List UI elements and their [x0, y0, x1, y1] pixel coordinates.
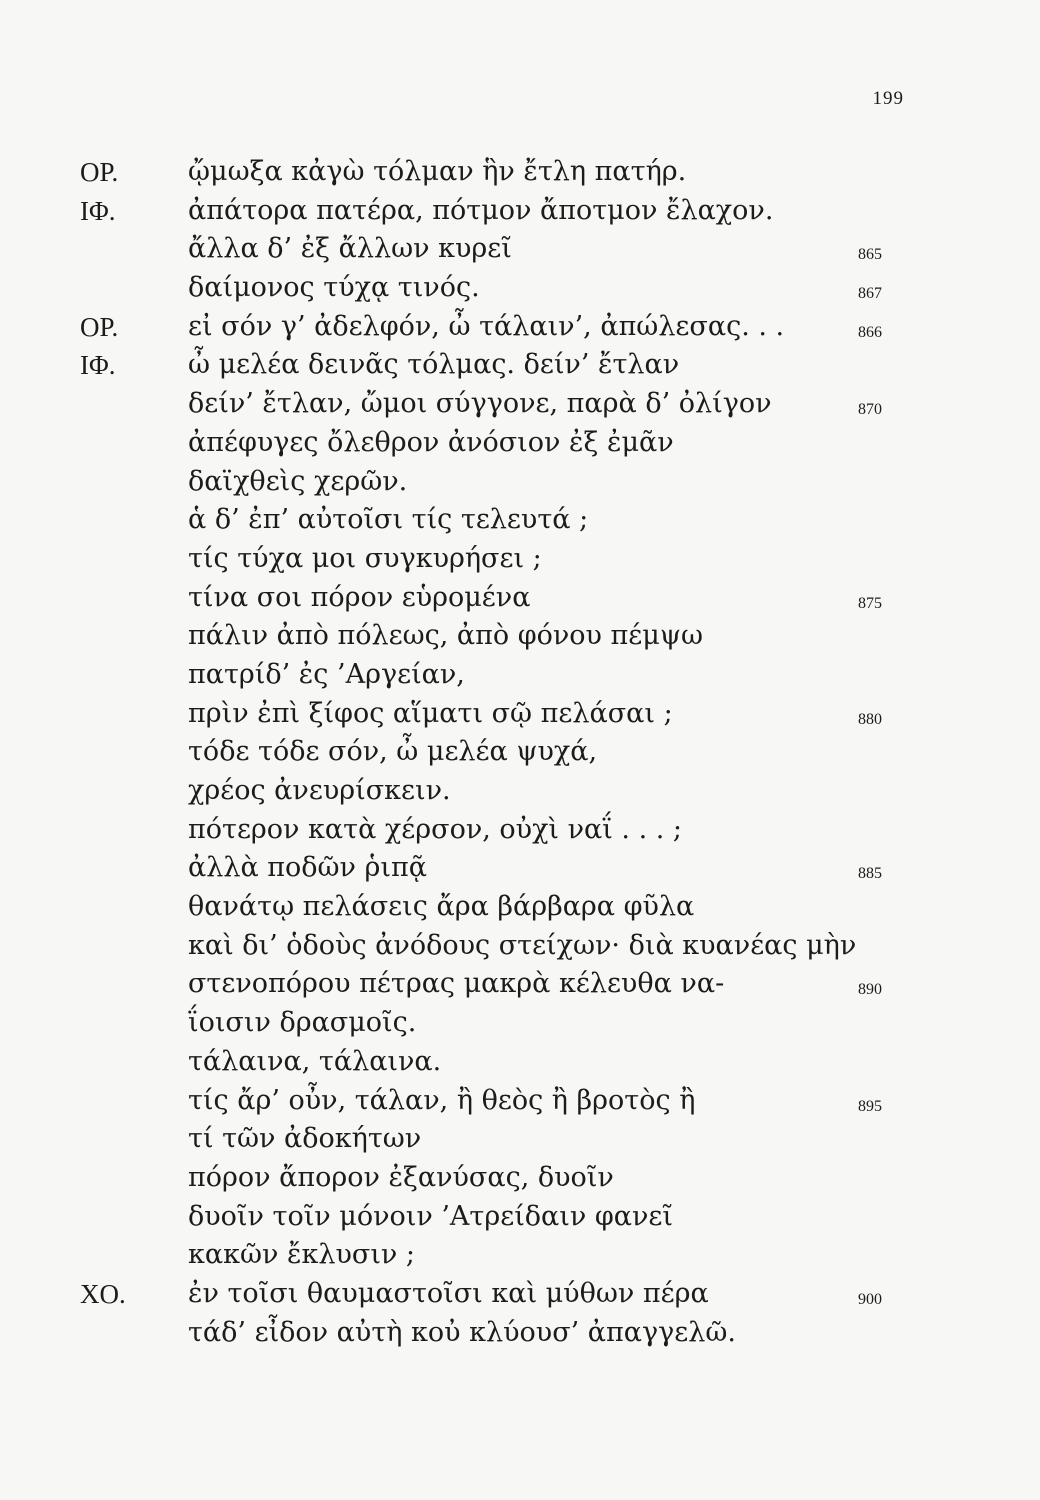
verse-line: [0, 618, 1040, 657]
verse-text: τάλαινα, τάλαινα.: [188, 1045, 442, 1077]
verse-line: [0, 889, 1040, 928]
verse-line: [0, 154, 1040, 193]
verse-text: δυοῖν τοῖν μόνοιν ’Ατρείδαιν φανεῖ: [188, 1200, 673, 1232]
verse-line: [0, 928, 1040, 967]
verse-line: [0, 1160, 1040, 1199]
verse-line: [0, 347, 1040, 386]
speaker-label: ΙΦ.: [80, 350, 116, 381]
speaker-label: ΟΡ.: [80, 311, 119, 342]
verse-text: ἀπάτορα πατέρα, πότμον ἄποτμον ἔλαχον.: [188, 194, 774, 226]
page-number: 199: [872, 88, 904, 109]
verse-text: ἄλλα δ’ ἐξ ἄλλων κυρεῖ: [188, 233, 512, 265]
verse-line: [0, 696, 1040, 735]
verse-line: [0, 657, 1040, 696]
verse-text: ἀλλὰ ποδῶν ῥιπᾷ: [188, 852, 427, 884]
verse-text: χρέος ἀνευρίσκειν.: [188, 775, 451, 806]
verse-line: [0, 1044, 1040, 1083]
verse-line: [0, 1276, 1040, 1315]
verse-text: ΐοισιν δρασμοῖς.: [188, 1007, 417, 1039]
speaker-label: ΙΦ.: [80, 195, 116, 226]
line-number: 895: [858, 1097, 882, 1115]
verse-text: κακῶν ἔκλυσιν ;: [188, 1239, 415, 1271]
line-number: 885: [858, 865, 882, 883]
verse-line: [0, 1315, 1040, 1354]
verse-line: [0, 734, 1040, 773]
verse-text: τίς τύχα μοι συγκυρήσει ;: [188, 542, 542, 574]
verse-line: [0, 309, 1040, 348]
verse-text: τίς ἄρ’ οὖν, τάλαν, ἢ θεὸς ἢ βροτὸς ἢ: [188, 1084, 696, 1116]
verse-line: [0, 773, 1040, 812]
line-number: 866: [858, 323, 882, 341]
verse-line: [0, 193, 1040, 232]
line-number: 865: [858, 246, 882, 264]
verse-text: τί τῶν ἀδοκήτων: [188, 1123, 422, 1155]
verse-line: [0, 541, 1040, 580]
verse-text: καὶ δι’ ὁδοὺς ἀνόδους στείχων· διὰ κυανέας μὴν: [188, 929, 857, 961]
verse-text: τίνα σοι πόρον εὑρομένα: [188, 581, 531, 613]
verse-line: [0, 270, 1040, 309]
verse-line: [0, 502, 1040, 541]
verse-line: [0, 1083, 1040, 1122]
verse-text: θανάτῳ πελάσεις ἄρα βάρβαρα φῦλα: [188, 891, 695, 923]
verse-line: [0, 464, 1040, 503]
verse-text: πότερον κατὰ χέρσον, οὐχὶ ναΐ . . . ;: [188, 813, 683, 845]
verse-line: [0, 580, 1040, 619]
line-number: 880: [858, 710, 882, 728]
verse-text: δαϊχθεὶς χερῶν.: [188, 465, 408, 497]
verse-line: [0, 1121, 1040, 1160]
line-number: 870: [858, 401, 882, 419]
verse-line: [0, 231, 1040, 270]
verse-text: τόδε τόδε σόν, ὦ μελέα ψυχά,: [188, 736, 598, 768]
verse-text: πόρον ἄπορον ἐξανύσας, δυοῖν: [188, 1161, 614, 1193]
verse-text: ἀπέφυγες ὄλεθρον ἀνόσιον ἐξ ἐμᾶν: [188, 426, 674, 458]
verse-text: εἰ σόν γ’ ἀδελφόν, ὦ τάλαιν’, ἀπώλεσας. . .: [188, 310, 785, 342]
verse-text: ᾤμωξα κἀγὼ τόλμαν ἣν ἔτλη πατήρ.: [188, 156, 687, 187]
verse-text: τάδ’ εἶδον αὐτὴ κοὐ κλύουσ’ ἀπαγγελῶ.: [188, 1316, 736, 1348]
verse-line: [0, 386, 1040, 425]
poem-text: [0, 154, 1040, 1353]
verse-text: ὦ μελέα δεινᾶς τόλμας. δείν’ ἔτλαν: [188, 349, 680, 381]
verse-text: στενοπόρου πέτρας μακρὰ κέλευθα να-: [188, 968, 725, 1000]
verse-text: ἁ δ’ ἐπ’ αὐτοῖσι τίς τελευτά ;: [188, 504, 589, 536]
verse-line: [0, 1199, 1040, 1238]
verse-line: [0, 850, 1040, 889]
verse-line: [0, 1237, 1040, 1276]
line-number: 900: [858, 1290, 882, 1308]
line-number: 875: [858, 594, 882, 612]
speaker-label: ΧΟ.: [80, 1278, 126, 1309]
verse-line: [0, 425, 1040, 464]
line-number: 890: [858, 981, 882, 999]
verse-text: πατρίδ’ ἐς ’Αργείαν,: [188, 658, 465, 690]
verse-line: [0, 812, 1040, 851]
verse-text: ἐν τοῖσι θαυμαστοῖσι καὶ μύθων πέρα: [188, 1277, 709, 1309]
verse-text: δείν’ ἔτλαν, ὤμοι σύγγονε, παρὰ δ’ ὀλίγον: [188, 388, 772, 420]
verse-text: πάλιν ἀπὸ πόλεως, ἀπὸ φόνου πέμψω: [188, 620, 704, 652]
verse-line: [0, 1005, 1040, 1044]
line-number: 867: [858, 285, 882, 303]
verse-text: δαίμονος τύχᾳ τινός.: [188, 272, 480, 304]
verse-text: πρὶν ἐπὶ ξίφος αἵματι σῷ πελάσαι ;: [188, 697, 673, 729]
verse-line: [0, 966, 1040, 1005]
speaker-label: ΟΡ.: [80, 157, 119, 187]
